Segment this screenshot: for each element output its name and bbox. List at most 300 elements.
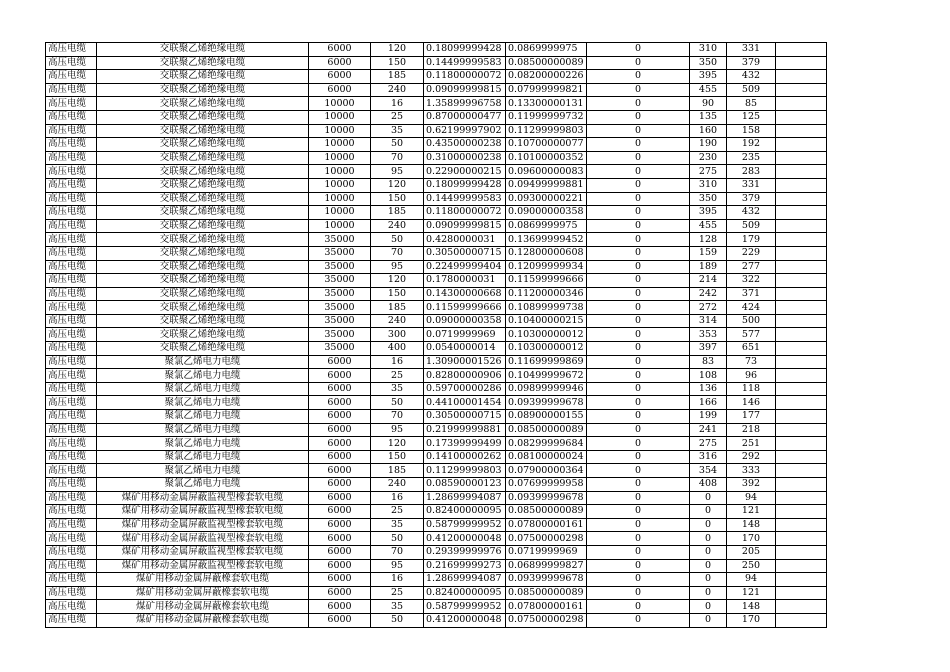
empty-cell[interactable]: [776, 518, 827, 532]
empty-cell[interactable]: [776, 410, 827, 424]
current-rating-b-cell[interactable]: 148: [727, 600, 776, 614]
cross-section-cell[interactable]: 150: [371, 56, 424, 70]
reactance-cell[interactable]: 0.07699999958: [506, 478, 587, 492]
cable-type-cell[interactable]: 煤矿用移动金属屏蔽监视型橡套软电缆: [97, 545, 309, 559]
empty-cell[interactable]: [776, 43, 827, 57]
voltage-cell[interactable]: 6000: [309, 410, 371, 424]
table-row[interactable]: [46, 396, 827, 410]
current-rating-a-cell[interactable]: 316: [690, 450, 727, 464]
current-rating-b-cell[interactable]: 235: [727, 151, 776, 165]
reactance-cell[interactable]: 0.07500000298: [506, 613, 587, 627]
cable-type-cell[interactable]: 煤矿用移动金属屏蔽橡套软电缆: [97, 573, 309, 587]
empty-cell[interactable]: [776, 573, 827, 587]
resistance-cell[interactable]: 0.82800000906: [424, 369, 506, 383]
table-row[interactable]: [46, 410, 827, 424]
reactance-cell[interactable]: 0.09399999678: [506, 491, 587, 505]
current-rating-b-cell[interactable]: 205: [727, 545, 776, 559]
flag-cell[interactable]: 0: [587, 151, 690, 165]
table-row[interactable]: [46, 491, 827, 505]
reactance-cell[interactable]: 0.10700000077: [506, 138, 587, 152]
current-rating-a-cell[interactable]: 90: [690, 97, 727, 111]
resistance-cell[interactable]: 0.30500000715: [424, 410, 506, 424]
voltage-cell[interactable]: 35000: [309, 246, 371, 260]
voltage-cell[interactable]: 10000: [309, 219, 371, 233]
flag-cell[interactable]: 0: [587, 382, 690, 396]
reactance-cell[interactable]: 0.08500000089: [506, 423, 587, 437]
table-row[interactable]: [46, 165, 827, 179]
voltage-cell[interactable]: 6000: [309, 423, 371, 437]
cross-section-cell[interactable]: 70: [371, 410, 424, 424]
current-rating-b-cell[interactable]: 179: [727, 233, 776, 247]
resistance-cell[interactable]: 0.0540000014: [424, 342, 506, 356]
cable-category-cell[interactable]: 高压电缆: [46, 260, 97, 274]
voltage-cell[interactable]: 6000: [309, 43, 371, 57]
table-row[interactable]: [46, 314, 827, 328]
voltage-cell[interactable]: 6000: [309, 545, 371, 559]
current-rating-b-cell[interactable]: 331: [727, 43, 776, 57]
empty-cell[interactable]: [776, 233, 827, 247]
current-rating-a-cell[interactable]: 242: [690, 287, 727, 301]
current-rating-a-cell[interactable]: 395: [690, 70, 727, 84]
cable-type-cell[interactable]: 交联聚乙烯绝缘电缆: [97, 110, 309, 124]
current-rating-a-cell[interactable]: 159: [690, 246, 727, 260]
table-row[interactable]: [46, 518, 827, 532]
empty-cell[interactable]: [776, 97, 827, 111]
resistance-cell[interactable]: 0.22499999404: [424, 260, 506, 274]
flag-cell[interactable]: 0: [587, 301, 690, 315]
resistance-cell[interactable]: 0.82400000095: [424, 505, 506, 519]
cable-type-cell[interactable]: 煤矿用移动金属屏蔽监视型橡套软电缆: [97, 559, 309, 573]
resistance-cell[interactable]: 0.09099999815: [424, 83, 506, 97]
empty-cell[interactable]: [776, 138, 827, 152]
cable-type-cell[interactable]: 交联聚乙烯绝缘电缆: [97, 151, 309, 165]
cable-type-cell[interactable]: 聚氯乙烯电力电缆: [97, 382, 309, 396]
flag-cell[interactable]: 0: [587, 165, 690, 179]
current-rating-b-cell[interactable]: 170: [727, 532, 776, 546]
empty-cell[interactable]: [776, 219, 827, 233]
empty-cell[interactable]: [776, 586, 827, 600]
current-rating-a-cell[interactable]: 0: [690, 586, 727, 600]
cable-category-cell[interactable]: 高压电缆: [46, 165, 97, 179]
cross-section-cell[interactable]: 70: [371, 545, 424, 559]
empty-cell[interactable]: [776, 600, 827, 614]
empty-cell[interactable]: [776, 274, 827, 288]
reactance-cell[interactable]: 0.08299999684: [506, 437, 587, 451]
current-rating-a-cell[interactable]: 350: [690, 192, 727, 206]
table-row[interactable]: [46, 586, 827, 600]
cable-category-cell[interactable]: 高压电缆: [46, 206, 97, 220]
cable-category-cell[interactable]: 高压电缆: [46, 233, 97, 247]
voltage-cell[interactable]: 35000: [309, 301, 371, 315]
flag-cell[interactable]: 0: [587, 478, 690, 492]
resistance-cell[interactable]: 0.11299999803: [424, 464, 506, 478]
current-rating-a-cell[interactable]: 230: [690, 151, 727, 165]
resistance-cell[interactable]: 0.1780000031: [424, 274, 506, 288]
empty-cell[interactable]: [776, 301, 827, 315]
current-rating-b-cell[interactable]: 121: [727, 586, 776, 600]
cross-section-cell[interactable]: 35: [371, 124, 424, 138]
cable-category-cell[interactable]: 高压电缆: [46, 423, 97, 437]
cable-type-cell[interactable]: 煤矿用移动金属屏蔽橡套软电缆: [97, 600, 309, 614]
empty-cell[interactable]: [776, 151, 827, 165]
cable-category-cell[interactable]: 高压电缆: [46, 342, 97, 356]
voltage-cell[interactable]: 6000: [309, 478, 371, 492]
flag-cell[interactable]: 0: [587, 396, 690, 410]
reactance-cell[interactable]: 0.10899999738: [506, 301, 587, 315]
cross-section-cell[interactable]: 120: [371, 43, 424, 57]
reactance-cell[interactable]: 0.07800000161: [506, 600, 587, 614]
current-rating-a-cell[interactable]: 108: [690, 369, 727, 383]
table-row[interactable]: [46, 437, 827, 451]
table-row[interactable]: [46, 70, 827, 84]
voltage-cell[interactable]: 6000: [309, 464, 371, 478]
flag-cell[interactable]: 0: [587, 545, 690, 559]
reactance-cell[interactable]: 0.10300000012: [506, 342, 587, 356]
current-rating-b-cell[interactable]: 379: [727, 56, 776, 70]
current-rating-b-cell[interactable]: 333: [727, 464, 776, 478]
cross-section-cell[interactable]: 120: [371, 437, 424, 451]
table-row[interactable]: [46, 260, 827, 274]
flag-cell[interactable]: 0: [587, 110, 690, 124]
cable-type-cell[interactable]: 交联聚乙烯绝缘电缆: [97, 43, 309, 57]
cross-section-cell[interactable]: 50: [371, 613, 424, 627]
table-row[interactable]: [46, 124, 827, 138]
voltage-cell[interactable]: 6000: [309, 532, 371, 546]
table-row[interactable]: [46, 423, 827, 437]
empty-cell[interactable]: [776, 369, 827, 383]
cross-section-cell[interactable]: 120: [371, 274, 424, 288]
voltage-cell[interactable]: 35000: [309, 314, 371, 328]
cable-type-cell[interactable]: 交联聚乙烯绝缘电缆: [97, 314, 309, 328]
flag-cell[interactable]: 0: [587, 437, 690, 451]
cable-category-cell[interactable]: 高压电缆: [46, 491, 97, 505]
current-rating-b-cell[interactable]: 277: [727, 260, 776, 274]
empty-cell[interactable]: [776, 559, 827, 573]
empty-cell[interactable]: [776, 56, 827, 70]
current-rating-b-cell[interactable]: 379: [727, 192, 776, 206]
resistance-cell[interactable]: 0.43500000238: [424, 138, 506, 152]
cable-category-cell[interactable]: 高压电缆: [46, 124, 97, 138]
cable-type-cell[interactable]: 聚氯乙烯电力电缆: [97, 450, 309, 464]
voltage-cell[interactable]: 35000: [309, 274, 371, 288]
voltage-cell[interactable]: 35000: [309, 287, 371, 301]
reactance-cell[interactable]: 0.08500000089: [506, 56, 587, 70]
flag-cell[interactable]: 0: [587, 369, 690, 383]
current-rating-b-cell[interactable]: 85: [727, 97, 776, 111]
cable-type-cell[interactable]: 聚氯乙烯电力电缆: [97, 369, 309, 383]
current-rating-b-cell[interactable]: 73: [727, 355, 776, 369]
cable-category-cell[interactable]: 高压电缆: [46, 83, 97, 97]
voltage-cell[interactable]: 10000: [309, 97, 371, 111]
cross-section-cell[interactable]: 240: [371, 314, 424, 328]
current-rating-a-cell[interactable]: 135: [690, 110, 727, 124]
cable-type-cell[interactable]: 交联聚乙烯绝缘电缆: [97, 192, 309, 206]
table-row[interactable]: [46, 532, 827, 546]
current-rating-a-cell[interactable]: 395: [690, 206, 727, 220]
voltage-cell[interactable]: 35000: [309, 328, 371, 342]
resistance-cell[interactable]: 0.41200000048: [424, 613, 506, 627]
voltage-cell[interactable]: 6000: [309, 518, 371, 532]
empty-cell[interactable]: [776, 287, 827, 301]
cross-section-cell[interactable]: 25: [371, 110, 424, 124]
voltage-cell[interactable]: 6000: [309, 450, 371, 464]
empty-cell[interactable]: [776, 165, 827, 179]
cross-section-cell[interactable]: 400: [371, 342, 424, 356]
empty-cell[interactable]: [776, 110, 827, 124]
current-rating-b-cell[interactable]: 283: [727, 165, 776, 179]
reactance-cell[interactable]: 0.10100000352: [506, 151, 587, 165]
reactance-cell[interactable]: 0.08200000226: [506, 70, 587, 84]
current-rating-b-cell[interactable]: 118: [727, 382, 776, 396]
current-rating-a-cell[interactable]: 0: [690, 545, 727, 559]
empty-cell[interactable]: [776, 192, 827, 206]
cross-section-cell[interactable]: 25: [371, 505, 424, 519]
cable-category-cell[interactable]: 高压电缆: [46, 518, 97, 532]
current-rating-a-cell[interactable]: 310: [690, 43, 727, 57]
cable-type-cell[interactable]: 交联聚乙烯绝缘电缆: [97, 287, 309, 301]
cross-section-cell[interactable]: 240: [371, 478, 424, 492]
table-row[interactable]: [46, 56, 827, 70]
cable-type-cell[interactable]: 交联聚乙烯绝缘电缆: [97, 56, 309, 70]
table-row[interactable]: [46, 97, 827, 111]
table-row[interactable]: [46, 600, 827, 614]
resistance-cell[interactable]: 0.44100001454: [424, 396, 506, 410]
cable-category-cell[interactable]: 高压电缆: [46, 464, 97, 478]
resistance-cell[interactable]: 0.14499999583: [424, 192, 506, 206]
table-row[interactable]: [46, 559, 827, 573]
reactance-cell[interactable]: 0.10499999672: [506, 369, 587, 383]
current-rating-b-cell[interactable]: 94: [727, 573, 776, 587]
current-rating-a-cell[interactable]: 408: [690, 478, 727, 492]
resistance-cell[interactable]: 0.59700000286: [424, 382, 506, 396]
empty-cell[interactable]: [776, 124, 827, 138]
resistance-cell[interactable]: 0.18099999428: [424, 178, 506, 192]
resistance-cell[interactable]: 0.29399999976: [424, 545, 506, 559]
voltage-cell[interactable]: 6000: [309, 437, 371, 451]
cross-section-cell[interactable]: 150: [371, 287, 424, 301]
flag-cell[interactable]: 0: [587, 246, 690, 260]
reactance-cell[interactable]: 0.09600000083: [506, 165, 587, 179]
reactance-cell[interactable]: 0.09399999678: [506, 573, 587, 587]
flag-cell[interactable]: 0: [587, 342, 690, 356]
current-rating-b-cell[interactable]: 250: [727, 559, 776, 573]
empty-cell[interactable]: [776, 328, 827, 342]
cross-section-cell[interactable]: 185: [371, 70, 424, 84]
reactance-cell[interactable]: 0.07999999821: [506, 83, 587, 97]
cable-type-cell[interactable]: 聚氯乙烯电力电缆: [97, 423, 309, 437]
reactance-cell[interactable]: 0.12800000608: [506, 246, 587, 260]
resistance-cell[interactable]: 0.58799999952: [424, 600, 506, 614]
reactance-cell[interactable]: 0.11999999732: [506, 110, 587, 124]
table-row[interactable]: [46, 328, 827, 342]
flag-cell[interactable]: 0: [587, 138, 690, 152]
current-rating-b-cell[interactable]: 229: [727, 246, 776, 260]
table-row[interactable]: [46, 505, 827, 519]
empty-cell[interactable]: [776, 178, 827, 192]
current-rating-a-cell[interactable]: 0: [690, 491, 727, 505]
cable-type-cell[interactable]: 交联聚乙烯绝缘电缆: [97, 83, 309, 97]
flag-cell[interactable]: 0: [587, 532, 690, 546]
empty-cell[interactable]: [776, 532, 827, 546]
cross-section-cell[interactable]: 95: [371, 423, 424, 437]
voltage-cell[interactable]: 6000: [309, 396, 371, 410]
cable-type-cell[interactable]: 煤矿用移动金属屏蔽橡套软电缆: [97, 613, 309, 627]
empty-cell[interactable]: [776, 437, 827, 451]
resistance-cell[interactable]: 1.28699994087: [424, 573, 506, 587]
table-row[interactable]: [46, 192, 827, 206]
table-row[interactable]: [46, 219, 827, 233]
table-row[interactable]: [46, 151, 827, 165]
current-rating-a-cell[interactable]: 0: [690, 559, 727, 573]
flag-cell[interactable]: 0: [587, 233, 690, 247]
voltage-cell[interactable]: 6000: [309, 559, 371, 573]
reactance-cell[interactable]: 0.09899999946: [506, 382, 587, 396]
voltage-cell[interactable]: 6000: [309, 491, 371, 505]
current-rating-b-cell[interactable]: 94: [727, 491, 776, 505]
reactance-cell[interactable]: 0.09000000358: [506, 206, 587, 220]
resistance-cell[interactable]: 0.0719999969: [424, 328, 506, 342]
cross-section-cell[interactable]: 16: [371, 573, 424, 587]
resistance-cell[interactable]: 0.09000000358: [424, 314, 506, 328]
current-rating-b-cell[interactable]: 146: [727, 396, 776, 410]
current-rating-a-cell[interactable]: 166: [690, 396, 727, 410]
cross-section-cell[interactable]: 185: [371, 206, 424, 220]
table-row[interactable]: [46, 450, 827, 464]
reactance-cell[interactable]: 0.11699999869: [506, 355, 587, 369]
reactance-cell[interactable]: 0.10300000012: [506, 328, 587, 342]
current-rating-a-cell[interactable]: 0: [690, 518, 727, 532]
cable-category-cell[interactable]: 高压电缆: [46, 56, 97, 70]
cable-category-cell[interactable]: 高压电缆: [46, 545, 97, 559]
resistance-cell[interactable]: 1.35899996758: [424, 97, 506, 111]
resistance-cell[interactable]: 0.11800000072: [424, 70, 506, 84]
cable-category-cell[interactable]: 高压电缆: [46, 219, 97, 233]
cable-category-cell[interactable]: 高压电缆: [46, 178, 97, 192]
cable-category-cell[interactable]: 高压电缆: [46, 246, 97, 260]
reactance-cell[interactable]: 0.07800000161: [506, 518, 587, 532]
cable-category-cell[interactable]: 高压电缆: [46, 613, 97, 627]
current-rating-b-cell[interactable]: 500: [727, 314, 776, 328]
resistance-cell[interactable]: 0.11800000072: [424, 206, 506, 220]
current-rating-a-cell[interactable]: 354: [690, 464, 727, 478]
current-rating-b-cell[interactable]: 371: [727, 287, 776, 301]
current-rating-a-cell[interactable]: 190: [690, 138, 727, 152]
empty-cell[interactable]: [776, 342, 827, 356]
resistance-cell[interactable]: 0.82400000095: [424, 586, 506, 600]
current-rating-b-cell[interactable]: 392: [727, 478, 776, 492]
flag-cell[interactable]: 0: [587, 260, 690, 274]
cable-type-cell[interactable]: 煤矿用移动金属屏蔽监视型橡套软电缆: [97, 532, 309, 546]
voltage-cell[interactable]: 10000: [309, 110, 371, 124]
current-rating-b-cell[interactable]: 292: [727, 450, 776, 464]
cable-category-cell[interactable]: 高压电缆: [46, 301, 97, 315]
reactance-cell[interactable]: 0.13300000131: [506, 97, 587, 111]
cable-type-cell[interactable]: 交联聚乙烯绝缘电缆: [97, 328, 309, 342]
cable-category-cell[interactable]: 高压电缆: [46, 314, 97, 328]
resistance-cell[interactable]: 0.09099999815: [424, 219, 506, 233]
cable-type-cell[interactable]: 交联聚乙烯绝缘电缆: [97, 274, 309, 288]
table-row[interactable]: [46, 573, 827, 587]
resistance-cell[interactable]: 0.14100000262: [424, 450, 506, 464]
current-rating-b-cell[interactable]: 125: [727, 110, 776, 124]
flag-cell[interactable]: 0: [587, 287, 690, 301]
cable-category-cell[interactable]: 高压电缆: [46, 43, 97, 57]
flag-cell[interactable]: 0: [587, 70, 690, 84]
current-rating-a-cell[interactable]: 0: [690, 600, 727, 614]
reactance-cell[interactable]: 0.07500000298: [506, 532, 587, 546]
voltage-cell[interactable]: 35000: [309, 342, 371, 356]
current-rating-a-cell[interactable]: 397: [690, 342, 727, 356]
cable-category-cell[interactable]: 高压电缆: [46, 355, 97, 369]
empty-cell[interactable]: [776, 314, 827, 328]
current-rating-b-cell[interactable]: 251: [727, 437, 776, 451]
flag-cell[interactable]: 0: [587, 83, 690, 97]
cable-category-cell[interactable]: 高压电缆: [46, 97, 97, 111]
current-rating-b-cell[interactable]: 148: [727, 518, 776, 532]
voltage-cell[interactable]: 10000: [309, 138, 371, 152]
table-row[interactable]: [46, 369, 827, 383]
reactance-cell[interactable]: 0.09300000221: [506, 192, 587, 206]
cable-type-cell[interactable]: 聚氯乙烯电力电缆: [97, 410, 309, 424]
current-rating-b-cell[interactable]: 509: [727, 219, 776, 233]
current-rating-a-cell[interactable]: 353: [690, 328, 727, 342]
reactance-cell[interactable]: 0.09499999881: [506, 178, 587, 192]
cable-type-cell[interactable]: 交联聚乙烯绝缘电缆: [97, 246, 309, 260]
empty-cell[interactable]: [776, 206, 827, 220]
flag-cell[interactable]: 0: [587, 491, 690, 505]
empty-cell[interactable]: [776, 505, 827, 519]
cable-type-cell[interactable]: 煤矿用移动金属屏蔽监视型橡套软电缆: [97, 518, 309, 532]
current-rating-a-cell[interactable]: 272: [690, 301, 727, 315]
voltage-cell[interactable]: 6000: [309, 382, 371, 396]
current-rating-b-cell[interactable]: 577: [727, 328, 776, 342]
flag-cell[interactable]: 0: [587, 423, 690, 437]
flag-cell[interactable]: 0: [587, 355, 690, 369]
cable-category-cell[interactable]: 高压电缆: [46, 328, 97, 342]
empty-cell[interactable]: [776, 396, 827, 410]
cable-category-cell[interactable]: 高压电缆: [46, 450, 97, 464]
resistance-cell[interactable]: 0.62199997902: [424, 124, 506, 138]
cable-category-cell[interactable]: 高压电缆: [46, 151, 97, 165]
current-rating-b-cell[interactable]: 192: [727, 138, 776, 152]
flag-cell[interactable]: 0: [587, 450, 690, 464]
empty-cell[interactable]: [776, 613, 827, 627]
voltage-cell[interactable]: 6000: [309, 586, 371, 600]
reactance-cell[interactable]: 0.09399999678: [506, 396, 587, 410]
table-row[interactable]: [46, 138, 827, 152]
resistance-cell[interactable]: 0.11599999666: [424, 301, 506, 315]
cross-section-cell[interactable]: 70: [371, 151, 424, 165]
flag-cell[interactable]: 0: [587, 314, 690, 328]
current-rating-a-cell[interactable]: 83: [690, 355, 727, 369]
empty-cell[interactable]: [776, 423, 827, 437]
current-rating-a-cell[interactable]: 241: [690, 423, 727, 437]
cross-section-cell[interactable]: 16: [371, 491, 424, 505]
reactance-cell[interactable]: 0.13699999452: [506, 233, 587, 247]
reactance-cell[interactable]: 0.11299999803: [506, 124, 587, 138]
empty-cell[interactable]: [776, 382, 827, 396]
current-rating-a-cell[interactable]: 136: [690, 382, 727, 396]
current-rating-a-cell[interactable]: 160: [690, 124, 727, 138]
flag-cell[interactable]: 0: [587, 178, 690, 192]
current-rating-a-cell[interactable]: 128: [690, 233, 727, 247]
current-rating-a-cell[interactable]: 0: [690, 532, 727, 546]
cable-category-cell[interactable]: 高压电缆: [46, 287, 97, 301]
cross-section-cell[interactable]: 185: [371, 301, 424, 315]
reactance-cell[interactable]: 0.10400000215: [506, 314, 587, 328]
resistance-cell[interactable]: 0.58799999952: [424, 518, 506, 532]
flag-cell[interactable]: 0: [587, 43, 690, 57]
